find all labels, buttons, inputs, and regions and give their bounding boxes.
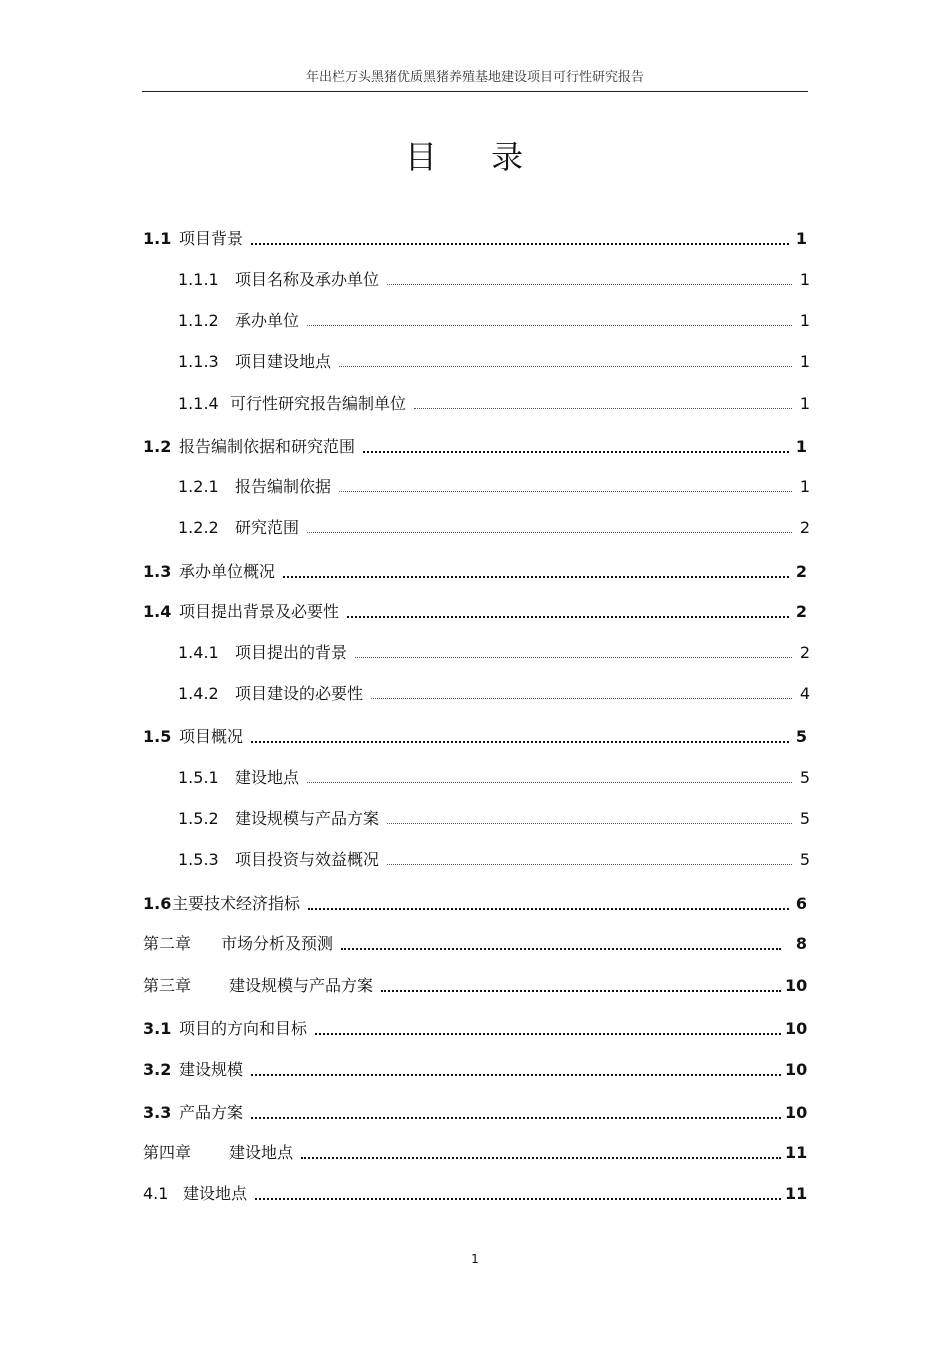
toc-entry-number: 1.5 (143, 727, 172, 746)
toc-entry-number: 1.1.4 (178, 394, 219, 413)
toc-entry-1-2[interactable] (143, 436, 807, 458)
dot-leader (339, 491, 792, 492)
toc-entry-1-5[interactable] (143, 726, 807, 748)
toc-entry-page: 8 (795, 934, 807, 953)
toc-entry-label: 项目建设地点 (235, 352, 332, 371)
toc-entry-page: 10 (785, 1019, 808, 1038)
toc-entry-1-5-2[interactable] (178, 808, 810, 830)
toc-entry-chapter-4[interactable] (143, 1142, 807, 1164)
toc-entry-label: 项目建设的必要性 (235, 684, 364, 703)
dot-leader (381, 990, 781, 992)
toc-entry-label: 承办单位 (235, 311, 300, 330)
toc-entry-number: 第二章 (143, 934, 192, 953)
toc-entry-1-2-1[interactable] (178, 476, 810, 498)
toc-entry-label: 承办单位概况 (179, 562, 276, 581)
dot-leader (251, 741, 789, 743)
toc-entry-label: 建设地点 (183, 1184, 248, 1203)
dot-leader (339, 366, 792, 367)
toc-entry-page: 10 (785, 1103, 808, 1122)
toc-entry-number: 4.1 (143, 1184, 169, 1203)
dot-leader (315, 1033, 781, 1035)
dot-leader (347, 616, 789, 618)
toc-entry-1-5-3[interactable] (178, 849, 810, 871)
toc-entry-page: 2 (795, 602, 807, 621)
toc-entry-label: 项目背景 (179, 229, 244, 248)
dot-leader (301, 1157, 781, 1159)
dot-leader (414, 408, 792, 409)
toc-entry-3-3[interactable] (143, 1102, 807, 1124)
toc-entry-number: 3.1 (143, 1019, 172, 1038)
toc-entry-number: 1.2 (143, 437, 172, 456)
toc-entry-label: 建设地点 (229, 1143, 294, 1162)
toc-entry-number: 第三章 (143, 976, 192, 995)
toc-entry-number: 1.4.2 (178, 684, 219, 703)
toc-entry-page: 5 (799, 768, 810, 787)
toc-entry-label: 产品方案 (179, 1103, 244, 1122)
toc-entry-page: 2 (799, 518, 810, 537)
toc-entry-number: 1.4 (143, 602, 172, 621)
toc-entry-1-2-2[interactable] (178, 517, 810, 539)
toc-entry-page: 1 (799, 311, 810, 330)
toc-entry-1-4-2[interactable] (178, 683, 810, 705)
toc-entry-chapter-2[interactable] (143, 933, 807, 955)
toc-entry-1-1-3[interactable] (178, 351, 810, 373)
toc-entry-page: 1 (799, 270, 810, 289)
toc-entry-number: 1.6 (143, 894, 172, 913)
toc-entry-chapter-3[interactable] (143, 975, 807, 997)
toc-entry-number: 1.3 (143, 562, 172, 581)
dot-leader (251, 243, 789, 245)
toc-entry-page: 1 (799, 352, 810, 371)
dot-leader (307, 532, 792, 533)
dot-leader (307, 325, 792, 326)
toc-entry-number: 第四章 (143, 1143, 192, 1162)
toc-entry-number: 1.5.2 (178, 809, 219, 828)
dot-leader (307, 782, 792, 783)
toc-entry-label: 项目的方向和目标 (179, 1019, 308, 1038)
dot-leader (341, 948, 781, 950)
header-divider (142, 91, 808, 92)
toc-entry-page: 1 (795, 437, 807, 456)
toc-entry-1-1[interactable] (143, 228, 807, 250)
toc-entry-label: 建设规模 (179, 1060, 244, 1079)
dot-leader (251, 1074, 781, 1076)
dot-leader (255, 1198, 781, 1200)
toc-entry-page: 5 (795, 727, 807, 746)
toc-entry-4-1[interactable] (143, 1183, 807, 1205)
dot-leader (283, 576, 789, 578)
toc-entry-1-6[interactable] (143, 893, 807, 915)
toc-entry-3-2[interactable] (143, 1059, 807, 1081)
toc-entry-number: 1.5.3 (178, 850, 219, 869)
dot-leader (308, 908, 789, 910)
toc-entry-page: 5 (799, 809, 810, 828)
toc-entry-1-4[interactable] (143, 601, 807, 623)
toc-entry-label: 项目概况 (179, 727, 244, 746)
toc-entry-number: 1.4.1 (178, 643, 219, 662)
toc-entry-page: 2 (795, 562, 807, 581)
toc-entry-page: 4 (799, 684, 810, 703)
toc-entry-label: 建设规模与产品方案 (235, 809, 380, 828)
toc-entry-page: 11 (785, 1184, 808, 1203)
toc-entry-1-1-1[interactable] (178, 269, 810, 291)
toc-entry-number: 3.3 (143, 1103, 172, 1122)
toc-entry-page: 6 (795, 894, 807, 913)
toc-entry-1-3[interactable] (143, 561, 807, 583)
toc-entry-number: 3.2 (143, 1060, 172, 1079)
toc-entry-page: 1 (799, 394, 810, 413)
toc-entry-1-1-4[interactable] (178, 393, 810, 415)
toc-entry-1-5-1[interactable] (178, 767, 810, 789)
dot-leader (355, 657, 792, 658)
toc-entry-label: 项目名称及承办单位 (235, 270, 380, 289)
toc-title: 目 录 (404, 138, 546, 176)
toc-entry-1-1-2[interactable] (178, 310, 810, 332)
toc-entry-number: 1.1.3 (178, 352, 219, 371)
toc-entry-3-1[interactable] (143, 1018, 807, 1040)
toc-entry-number: 1.1 (143, 229, 172, 248)
toc-entry-number: 1.2.1 (178, 477, 219, 496)
toc-entry-page: 1 (799, 477, 810, 496)
toc-entry-label: 可行性研究报告编制单位 (230, 394, 407, 413)
toc-entry-number: 1.1.1 (178, 270, 219, 289)
toc-entry-1-4-1[interactable] (178, 642, 810, 664)
toc-entry-page: 10 (785, 1060, 808, 1079)
toc-entry-label: 报告编制依据 (235, 477, 332, 496)
toc-entry-label: 报告编制依据和研究范围 (179, 437, 356, 456)
toc-entry-page: 11 (785, 1143, 808, 1162)
toc-entry-label: 研究范围 (235, 518, 300, 537)
toc-entry-label: 项目提出背景及必要性 (179, 602, 340, 621)
toc-entry-number: 1.2.2 (178, 518, 219, 537)
dot-leader (363, 451, 789, 453)
toc-entry-page: 5 (799, 850, 810, 869)
toc-entry-number: 1.5.1 (178, 768, 219, 787)
toc-entry-label: 建设地点 (235, 768, 300, 787)
dot-leader (251, 1117, 781, 1119)
toc-entry-number: 1.1.2 (178, 311, 219, 330)
toc-entry-label: 项目投资与效益概况 (235, 850, 380, 869)
toc-entry-page: 2 (799, 643, 810, 662)
dot-leader (387, 864, 792, 865)
toc-entry-label: 主要技术经济指标 (172, 894, 301, 913)
page-number: 1 (471, 1252, 479, 1266)
dot-leader (387, 823, 792, 824)
dot-leader (387, 284, 792, 285)
toc-entry-page: 10 (785, 976, 808, 995)
running-header: 年出栏万头黑猪优质黑猪养殖基地建设项目可行性研究报告 (305, 70, 644, 85)
toc-entry-label: 市场分析及预测 (221, 934, 334, 953)
toc-entry-label: 项目提出的背景 (235, 643, 348, 662)
dot-leader (371, 698, 792, 699)
toc-entry-page: 1 (795, 229, 807, 248)
toc-entry-label: 建设规模与产品方案 (229, 976, 374, 995)
